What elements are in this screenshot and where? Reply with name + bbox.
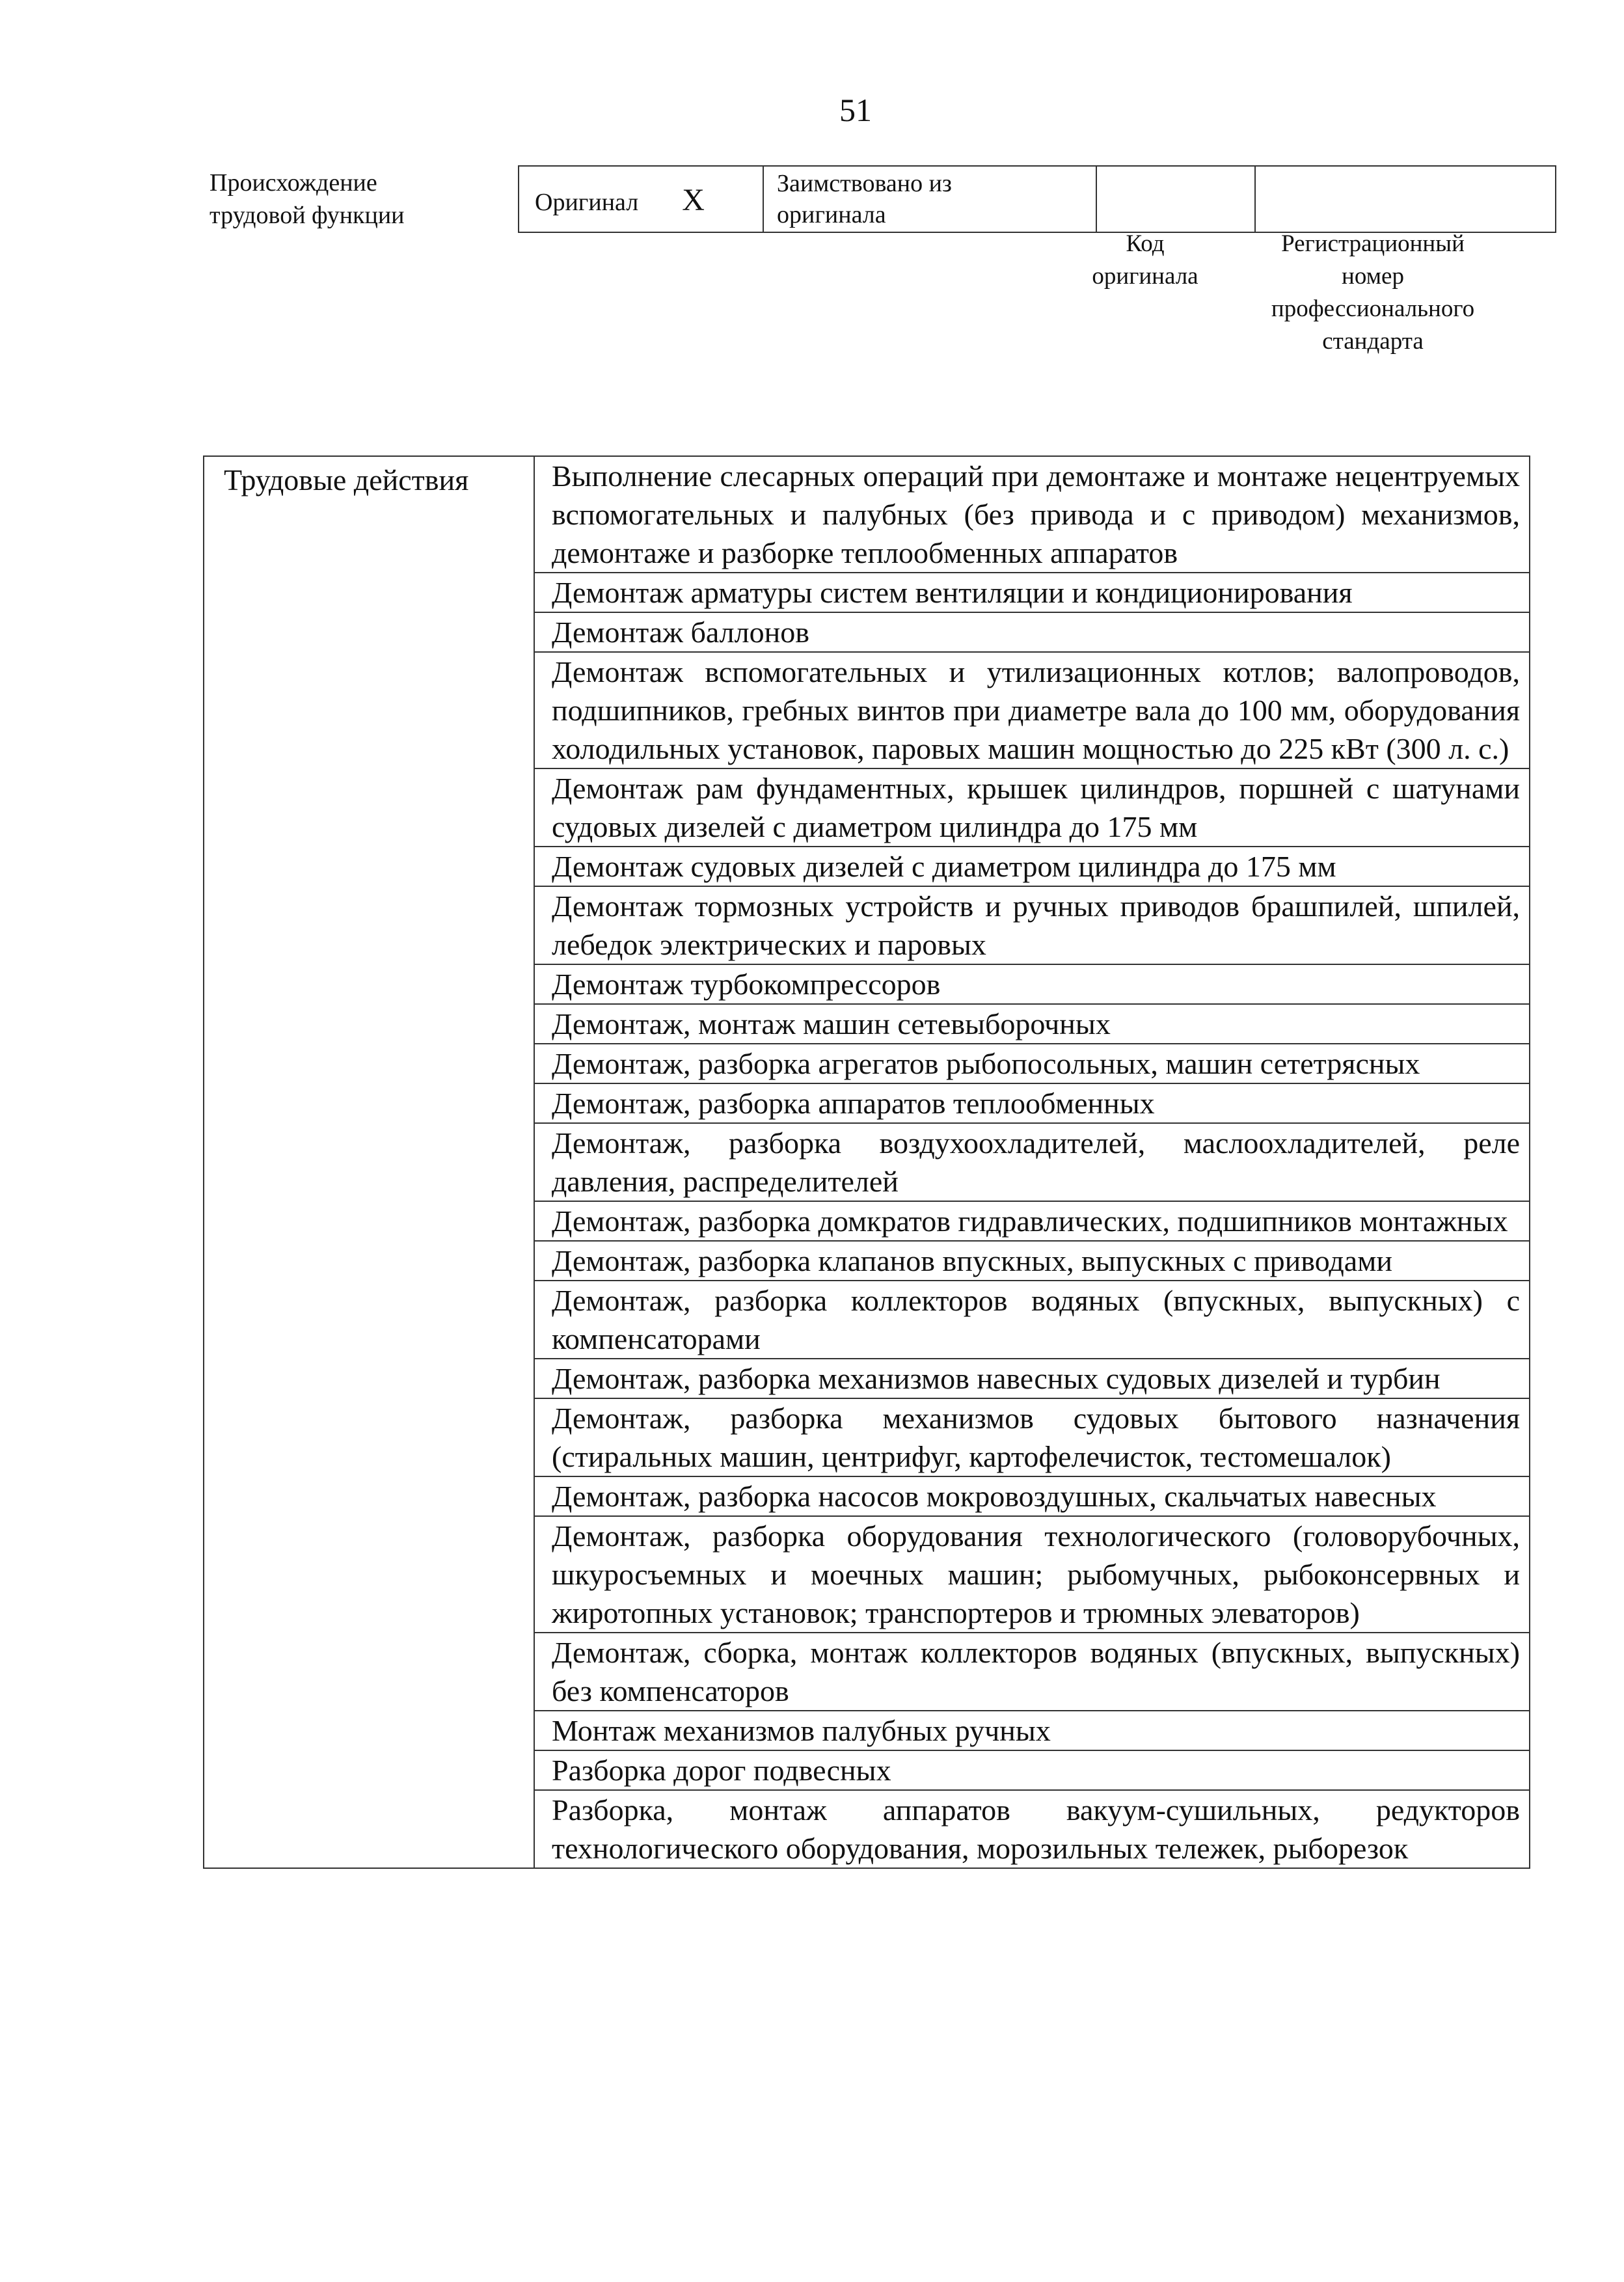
- action-item: Демонтаж тормозных устройств и ручных приводов брашпилей, шпилей, лебедок электрических и паровых: [534, 886, 1530, 964]
- action-item: Демонтаж вспомогательных и утилизационных котлов; валопроводов, подшипников, гребных винтов при диаметре вала до 100 мм, оборудования холодильных установок, паровых машин мощностью до 225 кВт (300 л. с.): [534, 652, 1530, 768]
- original-label: Оригинал: [535, 188, 639, 216]
- action-item: Демонтаж, разборка клапанов впускных, выпускных с приводами: [534, 1241, 1530, 1281]
- action-item: Выполнение слесарных операций при демонтаже и монтаже нецентруемых вспомогательных и палубных (без привода и с приводом) механизмов, демонтаже и разборке теплообменных аппаратов: [534, 456, 1530, 573]
- action-item: Разборка, монтаж аппаратов вакуум-сушильных, редукторов технологического оборудования, морозильных тележек, рыборезок: [534, 1790, 1530, 1868]
- action-item: Демонтаж баллонов: [534, 612, 1530, 652]
- action-item: Демонтаж, сборка, монтаж коллекторов водяных (впускных, выпускных) без компенсаторов: [534, 1633, 1530, 1711]
- action-item: Демонтаж, разборка аппаратов теплообменных: [534, 1083, 1530, 1123]
- action-item: Демонтаж арматуры систем вентиляции и кондиционирования: [534, 573, 1530, 612]
- registration-caption: [1223, 228, 1522, 358]
- borrowed-cell: [763, 166, 1096, 232]
- borrowed-line-1: Заимствовано из: [777, 170, 952, 197]
- action-item: Демонтаж, разборка домкратов гидравлических, подшипников монтажных: [534, 1201, 1530, 1241]
- action-item: Демонтаж, разборка насосов мокровоздушных, скальчатых навесных: [534, 1476, 1530, 1516]
- labor-actions-header: Трудовые действия: [204, 456, 534, 1868]
- origin-label-line-2: трудовой функции: [210, 202, 405, 229]
- action-item: Демонтаж турбокомпрессоров: [534, 964, 1530, 1004]
- code-caption-line-1: Код: [1126, 230, 1165, 257]
- code-caption: [1067, 228, 1223, 293]
- labor-actions-table: [203, 455, 1530, 1869]
- code-caption-line-2: оригинала: [1092, 263, 1198, 290]
- registration-number-cell: [1255, 166, 1556, 232]
- origin-row: [519, 166, 1556, 232]
- action-item: Демонтаж рам фундаментных, крышек цилиндров, поршней с шатунами судовых дизелей с диаметром цилиндра до 175 мм: [534, 768, 1530, 847]
- action-item: Демонтаж, разборка агрегатов рыбопосольных, машин сететрясных: [534, 1044, 1530, 1083]
- origin-label-line-1: Происхождение: [210, 169, 377, 197]
- original-cell: [519, 166, 763, 232]
- original-code-cell: [1096, 166, 1255, 232]
- action-item: Демонтаж, разборка оборудования технологического (головорубочных, шкуросъемных и моечных машин; рыбомучных, рыбоконсервных и жиротопных установок; транспортеров и трюмных элеваторов): [534, 1516, 1530, 1633]
- action-item: Демонтаж, монтаж машин сетевыборочных: [534, 1004, 1530, 1044]
- origin-table: [518, 165, 1556, 233]
- action-item: Разборка дорог подвесных: [534, 1750, 1530, 1790]
- table-row: [204, 456, 1530, 573]
- action-item: Демонтаж судовых дизелей с диаметром цилиндра до 175 мм: [534, 847, 1530, 886]
- action-item: Демонтаж, разборка воздухоохладителей, маслоохладителей, реле давления, распределителей: [534, 1123, 1530, 1201]
- reg-caption-line-1: Регистрационный: [1281, 230, 1465, 257]
- page-number: 51: [839, 92, 872, 128]
- reg-caption-line-2: номер: [1342, 263, 1404, 290]
- original-mark: X: [682, 182, 705, 217]
- action-item: Монтаж механизмов палубных ручных: [534, 1711, 1530, 1750]
- reg-caption-line-3: профессионального: [1271, 295, 1475, 322]
- borrowed-line-2: оригинала: [777, 201, 886, 228]
- action-item: Демонтаж, разборка механизмов судовых бытового назначения (стиральных машин, центрифуг, картофелечисток, тестомешалок): [534, 1398, 1530, 1476]
- reg-caption-line-4: стандарта: [1322, 328, 1424, 355]
- action-item: Демонтаж, разборка коллекторов водяных (впускных, выпускных) с компенсаторами: [534, 1281, 1530, 1359]
- action-item: Демонтаж, разборка механизмов навесных судовых дизелей и турбин: [534, 1359, 1530, 1398]
- origin-label: [210, 167, 470, 232]
